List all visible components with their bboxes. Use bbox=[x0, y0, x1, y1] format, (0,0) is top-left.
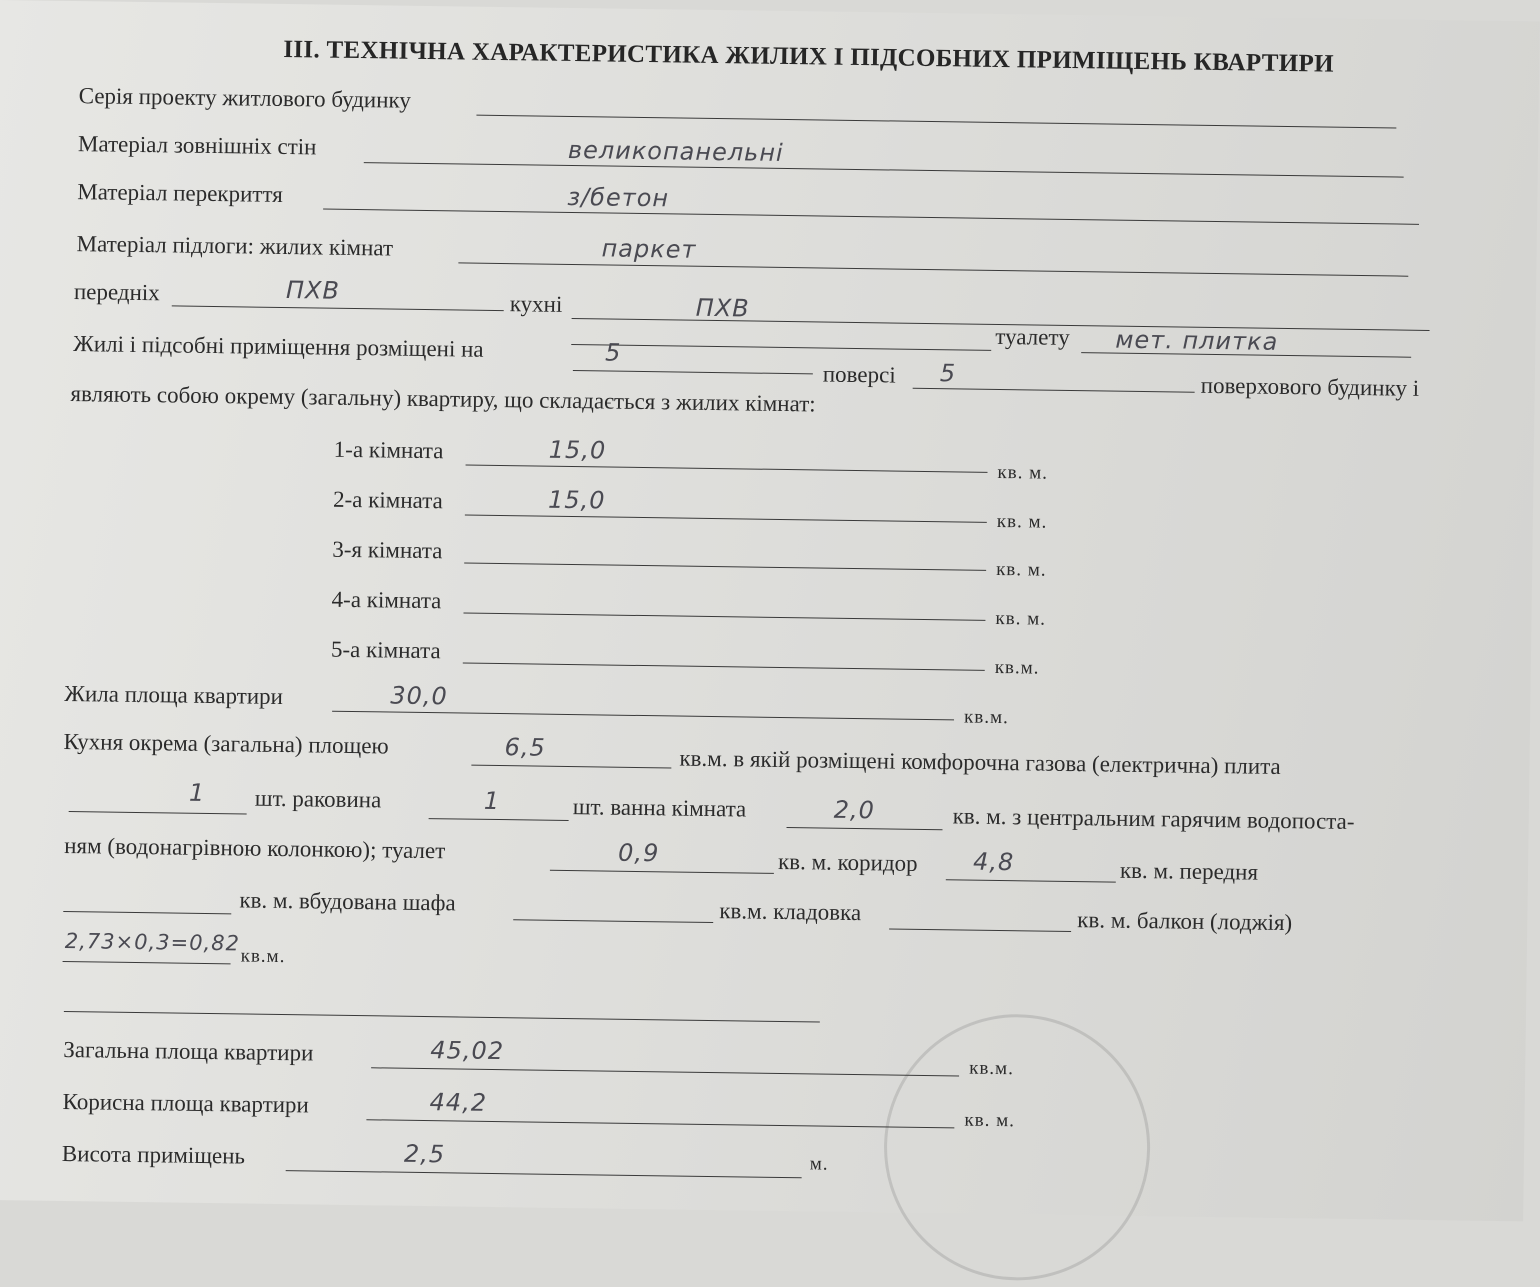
unit-room-height: м. bbox=[809, 1153, 829, 1175]
field-room4 bbox=[463, 613, 985, 621]
field-balcony bbox=[63, 961, 231, 964]
label-room2: 2-а кімната bbox=[332, 486, 443, 514]
label-kitchen-stove: кв.м. в якій розміщені комфорочна газова (електрична) плита bbox=[679, 745, 1281, 779]
unit-room5: кв.м. bbox=[994, 656, 1040, 679]
unit-balcony: кв.м. bbox=[240, 945, 286, 968]
field-total-area bbox=[371, 1067, 959, 1076]
faded-stamp bbox=[882, 1012, 1152, 1282]
field-corridor-area bbox=[946, 879, 1116, 882]
field-wall-material bbox=[364, 162, 1404, 178]
value-hallway: ПХВ bbox=[285, 276, 341, 305]
field-floor-num bbox=[573, 370, 813, 374]
value-kitchen-area: 6,5 bbox=[504, 733, 546, 762]
value-wall-material: великопанельні bbox=[567, 135, 784, 167]
label-storey-building: поверхового будинку і bbox=[1200, 372, 1420, 401]
label-central-hot-water: кв. м. з центральним гарячим водопоста- bbox=[952, 803, 1355, 834]
label-ceiling-material: Матеріал перекриття bbox=[77, 179, 283, 207]
field-room-height bbox=[286, 1170, 802, 1178]
field-kitchen-area bbox=[471, 765, 671, 769]
label-useful-area: Корисна площа квартири bbox=[62, 1088, 310, 1118]
field-toilet-area bbox=[550, 870, 774, 874]
unit-total-area: кв.м. bbox=[969, 1057, 1015, 1080]
value-room-height: 2,5 bbox=[403, 1139, 446, 1169]
label-sqm-wardrobe: кв. м. вбудована шафа bbox=[239, 887, 456, 916]
field-front-area bbox=[63, 911, 231, 914]
unit-living-area: кв.м. bbox=[963, 706, 1009, 729]
unit-room3: кв. м. bbox=[995, 558, 1047, 581]
field-wardrobe-area bbox=[513, 919, 713, 923]
value-useful-area: 44,2 bbox=[429, 1088, 488, 1117]
field-bathroom-area bbox=[787, 827, 943, 830]
unit-room2: кв. м. bbox=[996, 510, 1048, 533]
label-heater-toilet: ням (водонагрівною колонкою); туалет bbox=[64, 832, 446, 864]
value-stove-count: 1 bbox=[188, 778, 206, 807]
label-kitchen: кухні bbox=[509, 291, 563, 317]
field-ceiling-material bbox=[323, 209, 1419, 225]
label-room-height: Висота приміщень bbox=[61, 1140, 246, 1169]
unit-useful-area: кв. м. bbox=[964, 1109, 1016, 1132]
blank-line bbox=[64, 1011, 820, 1023]
value-living-area: 30,0 bbox=[390, 681, 448, 711]
value-room1: 15,0 bbox=[548, 435, 607, 465]
label-located-on: Жилі і підсобні приміщення розміщені на bbox=[73, 331, 484, 362]
label-room3: 3-я кімната bbox=[332, 536, 443, 564]
label-sqm-corridor: кв. м. коридор bbox=[777, 848, 918, 876]
label-room5: 5-а кімната bbox=[330, 636, 441, 664]
value-storeys: 5 bbox=[939, 359, 957, 388]
label-hallway: передніх bbox=[73, 279, 160, 306]
value-toilet-area: 0,9 bbox=[617, 838, 660, 868]
label-floor-word: поверсі bbox=[822, 361, 896, 388]
value-balcony: 2,73×0,3=0,82 bbox=[64, 928, 241, 956]
label-total-area: Загальна площа квартири bbox=[63, 1036, 314, 1066]
label-sqm-front: кв. м. передня bbox=[1119, 857, 1259, 885]
label-floor-living: Матеріал підлоги: жилих кімнат bbox=[76, 231, 394, 261]
field-room2 bbox=[465, 515, 987, 523]
field-floor-living bbox=[458, 262, 1408, 276]
unit-room4: кв. м. bbox=[995, 607, 1047, 630]
unit-room1: кв. м. bbox=[997, 461, 1049, 484]
label-apartment-consists: являють собою окрему (загальну) квартиру, що складається з жилих кімнат: bbox=[70, 381, 816, 417]
label-pcs-sink: шт. раковина bbox=[254, 785, 382, 813]
field-room3 bbox=[464, 563, 986, 571]
value-room2: 15,0 bbox=[547, 485, 606, 515]
label-living-area: Жила площа квартири bbox=[64, 680, 284, 710]
value-sink-count: 1 bbox=[483, 786, 501, 816]
field-stove-count bbox=[69, 811, 247, 814]
field-storeys bbox=[913, 388, 1195, 393]
field-project-series bbox=[476, 115, 1396, 129]
field-useful-area bbox=[366, 1119, 954, 1128]
field-sink-count bbox=[429, 818, 569, 821]
value-corridor-area: 4,8 bbox=[972, 847, 1015, 877]
page-title: ІІІ. ТЕХНІЧНА ХАРАКТЕРИСТИКА ЖИЛИХ І ПІДСОБНИХ ПРИМІЩЕНЬ КВАРТИРИ bbox=[283, 35, 1334, 78]
label-pcs-bathroom: шт. ванна кімната bbox=[572, 794, 747, 822]
label-room1: 1-а кімната bbox=[333, 436, 444, 464]
value-ceiling-material: з/бетон bbox=[567, 182, 670, 213]
label-sqm-balcony: кв. м. балкон (лоджія) bbox=[1077, 907, 1293, 936]
value-kitchen: ПХВ bbox=[695, 293, 750, 323]
label-toilet: туалету bbox=[995, 323, 1070, 350]
label-kitchen-area: Кухня окрема (загальна) площею bbox=[63, 728, 389, 759]
field-room5 bbox=[463, 663, 985, 671]
label-wall-material: Матеріал зовнішніх стін bbox=[77, 131, 317, 160]
value-toilet: мет. плитка bbox=[1115, 325, 1279, 356]
label-room4: 4-а кімната bbox=[331, 586, 442, 614]
field-storage-area bbox=[889, 929, 1071, 933]
value-floor-living: паркет bbox=[601, 234, 697, 264]
label-project-series: Серія проекту житлового будинку bbox=[78, 83, 412, 113]
value-total-area: 45,02 bbox=[430, 1036, 505, 1066]
value-floor-num: 5 bbox=[604, 338, 622, 367]
field-kitchen-ext bbox=[571, 344, 991, 351]
label-sqm-storage: кв.м. кладовка bbox=[719, 898, 862, 926]
field-room1 bbox=[466, 465, 988, 473]
field-living-area bbox=[332, 711, 954, 721]
field-hallway bbox=[172, 305, 504, 311]
value-bathroom-area: 2,0 bbox=[833, 795, 876, 825]
